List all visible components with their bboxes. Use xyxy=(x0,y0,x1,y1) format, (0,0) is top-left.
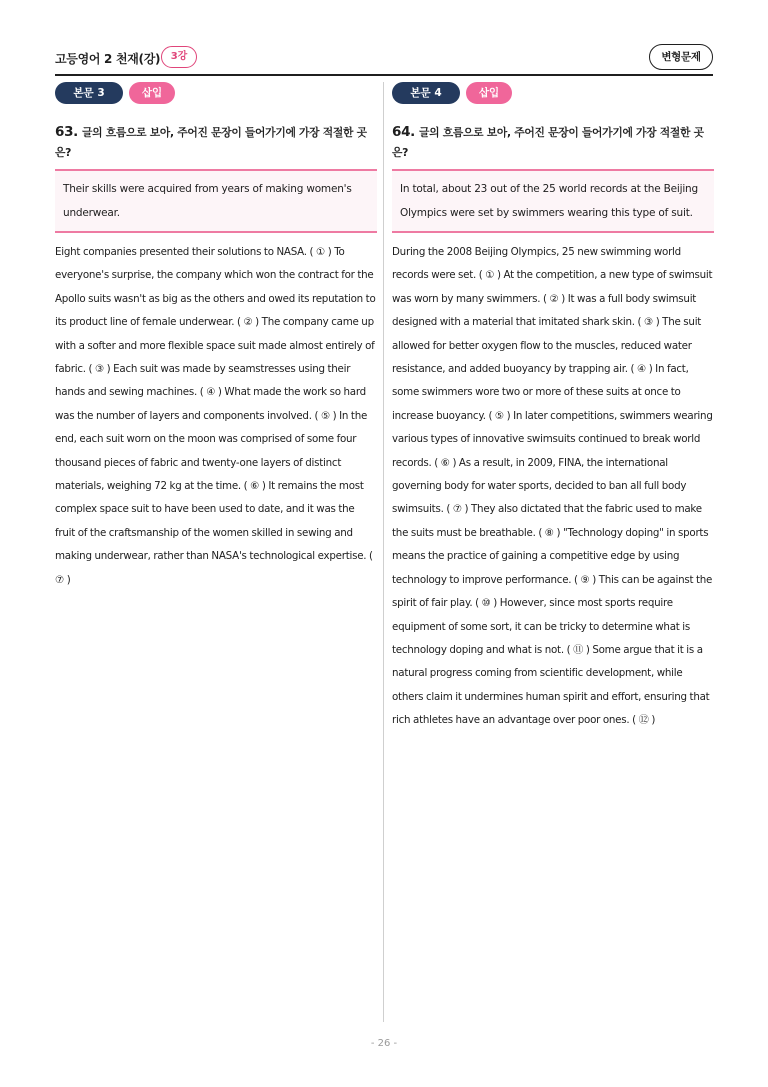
passage-text: Eight companies presented their solutions to NASA. ( ① ) To everyone's surprise, the company which won the contract for the Apollo suits wasn't as big as the others and owed its reputation to its product line of female underwear. ( ② ) The company came up with a softer and more flexible space suit made almost entirely of fabric. ( ③ ) Each suit was made by seamstresses using their hands and sewing machines. ( ④ ) What made the work so hard was the number of layers and components involved. ( ⑤ ) In the end, each suit worn on the moon was comprised of some four thousand pieces of fabric and twenty-one layers of distinct materials, weighing 72 kg at the time. ( ⑥ ) It remains the most complex space suit to have been used to date, and it was the fruit of the craftsmanship of the women skilled in sewing and making underwear, rather than NASA's technological expertise. ( ⑦ ) xyxy=(55,246,376,586)
passage-tag: 본문 3 xyxy=(55,82,123,104)
given-sentence: In total, about 23 out of the 25 world records at the Beijing Olympics were set by swimmers wearing this type of suit. xyxy=(400,183,698,219)
question-type-tag: 삽입 xyxy=(129,82,175,104)
given-sentence-box xyxy=(392,169,714,233)
question-number: 63. xyxy=(55,124,79,140)
question-number: 64. xyxy=(392,124,416,140)
course-title: 고등영어 2 천재(강) xyxy=(55,52,161,66)
question-text: 글의 흐름으로 보아, 주어진 문장이 들어가기에 가장 적절한 곳은? xyxy=(392,126,704,159)
question-tags xyxy=(392,82,714,106)
worksheet-type-badge: 변형문제 xyxy=(649,44,713,70)
page-header xyxy=(55,44,713,76)
left-column xyxy=(55,82,377,592)
question-prompt xyxy=(55,122,377,163)
question-tags xyxy=(55,82,377,106)
page-number: - 26 - xyxy=(370,1038,398,1049)
question-text: 글의 흐름으로 보아, 주어진 문장이 들어가기에 가장 적절한 곳은? xyxy=(55,126,367,159)
given-sentence: Their skills were acquired from years of making women's underwear. xyxy=(63,183,352,219)
question-prompt xyxy=(392,122,714,163)
question-type-tag: 삽입 xyxy=(466,82,512,104)
lesson-badge: 3강 xyxy=(161,46,197,68)
right-column xyxy=(392,82,714,733)
given-sentence-box xyxy=(55,169,377,233)
column-divider xyxy=(383,82,384,1022)
passage-text: During the 2008 Beijing Olympics, 25 new swimming world records were set. ( ① ) At the competition, a new type of swimsuit was worn by many swimmers. ( ② ) It was a full body swimsuit designed with a material that imitated shark skin. ( ③ ) The suit allowed for better oxygen flow to the muscles, reduced water resistance, and added buoyancy by trapping air. ( ④ ) In fact, some swimmers wore two or more of these suits at once to increase buoyancy. ( ⑤ ) In later competitions, swimmers wearing various types of innovative swimsuits continued to break world records. ( ⑥ ) As a result, in 2009, FINA, the international governing body for water sports, decided to ban all full body swimsuits. ( ⑦ ) They also dictated that the fabric used to make the suits must be breathable. ( ⑧ ) "Technology doping" in sports means the practice of gaining a competitive edge by using technology to improve performance. ( ⑨ ) This can be against the spirit of fair play. ( ⑩ ) However, since most sports require equipment of some sort, it can be tricky to determine what is technology doping and what is not. ( ⑪ ) Some argue that it is a natural progress coming from scientific development, while others claim it undermines human spirit and effort, ensuring that rich athletes have an advantage over poor ones. ( ⑫ ) xyxy=(392,246,713,727)
passage-tag: 본문 4 xyxy=(392,82,460,104)
